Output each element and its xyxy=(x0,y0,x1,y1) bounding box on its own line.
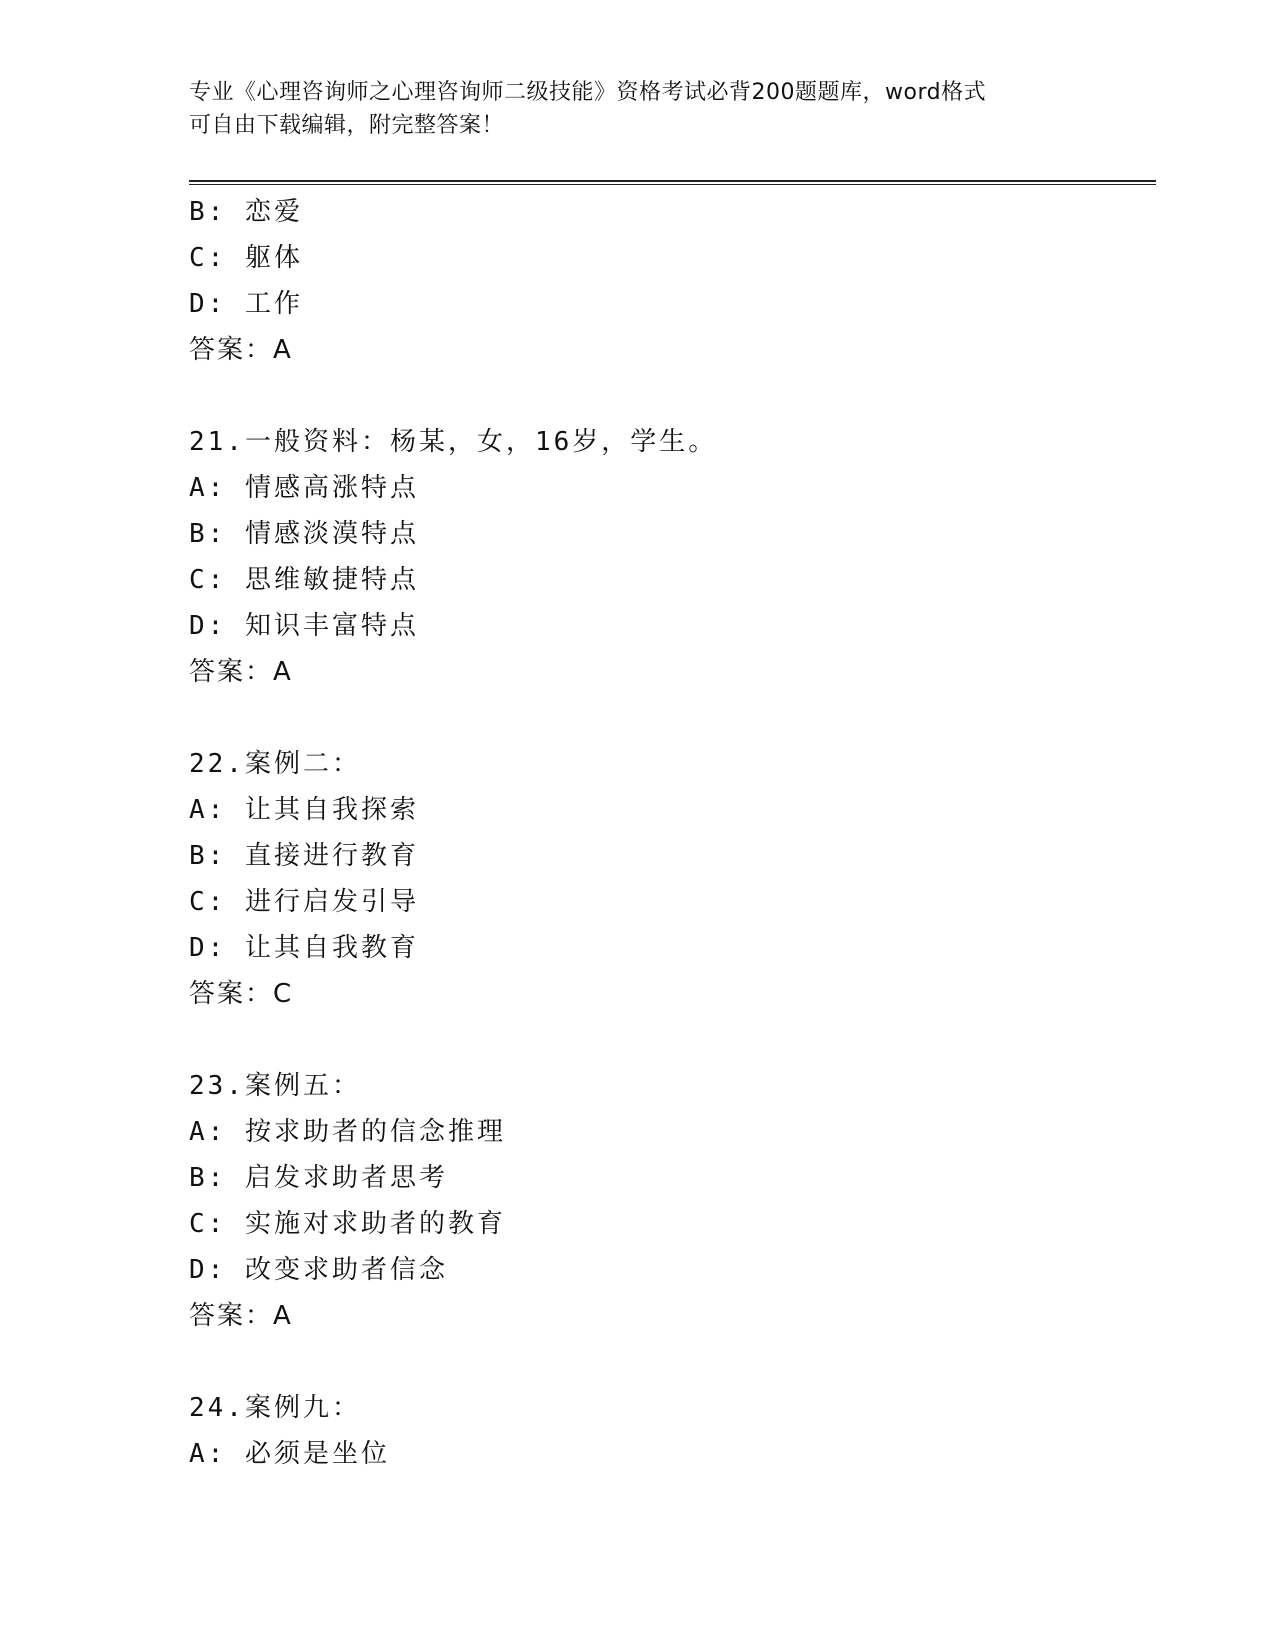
answer-line: 答案：C xyxy=(189,979,294,1009)
option-d: D: 工作 xyxy=(189,289,303,319)
document-header xyxy=(189,76,1089,142)
option-c: C: 躯体 xyxy=(189,243,303,273)
answer-line: 答案：A xyxy=(189,657,293,687)
spacer xyxy=(189,373,1149,419)
option-a: A: 情感高涨特点 xyxy=(189,473,419,503)
header-line-2: 可自由下载编辑，附完整答案！ xyxy=(189,113,505,138)
option-b: B: 恋爱 xyxy=(189,197,303,227)
header-divider xyxy=(189,180,1156,185)
spacer xyxy=(189,695,1149,741)
question-block-24 xyxy=(189,1385,1149,1477)
option-b: B: 直接进行教育 xyxy=(189,841,419,871)
question-list xyxy=(189,189,1149,1477)
question-stem: 24.案例九： xyxy=(189,1393,361,1423)
option-d: D: 改变求助者信念 xyxy=(189,1255,448,1285)
question-stem: 21.一般资料：杨某，女，16岁，学生。 xyxy=(189,427,718,457)
question-stem: 23.案例五： xyxy=(189,1071,361,1101)
option-c: C: 实施对求助者的教育 xyxy=(189,1209,506,1239)
option-b: B: 启发求助者思考 xyxy=(189,1163,448,1193)
question-block-22 xyxy=(189,741,1149,1017)
option-d: D: 让其自我教育 xyxy=(189,933,419,963)
option-a: A: 按求助者的信念推理 xyxy=(189,1117,506,1147)
answer-line: 答案：A xyxy=(189,1301,293,1331)
option-d: D: 知识丰富特点 xyxy=(189,611,419,641)
header-line-1: 专业《心理咨询师之心理咨询师二级技能》资格考试必背200题题库，word格式 xyxy=(189,80,987,105)
option-b: B: 情感淡漠特点 xyxy=(189,519,419,549)
question-block-21 xyxy=(189,419,1149,695)
question-stem: 22.案例二： xyxy=(189,749,361,779)
option-c: C: 思维敏捷特点 xyxy=(189,565,419,595)
spacer xyxy=(189,1339,1149,1385)
option-a: A: 让其自我探索 xyxy=(189,795,419,825)
question-block-23 xyxy=(189,1063,1149,1339)
question-block-prev xyxy=(189,189,1149,373)
option-a: A: 必须是坐位 xyxy=(189,1439,390,1469)
option-c: C: 进行启发引导 xyxy=(189,887,419,917)
answer-line: 答案：A xyxy=(189,335,293,365)
spacer xyxy=(189,1017,1149,1063)
